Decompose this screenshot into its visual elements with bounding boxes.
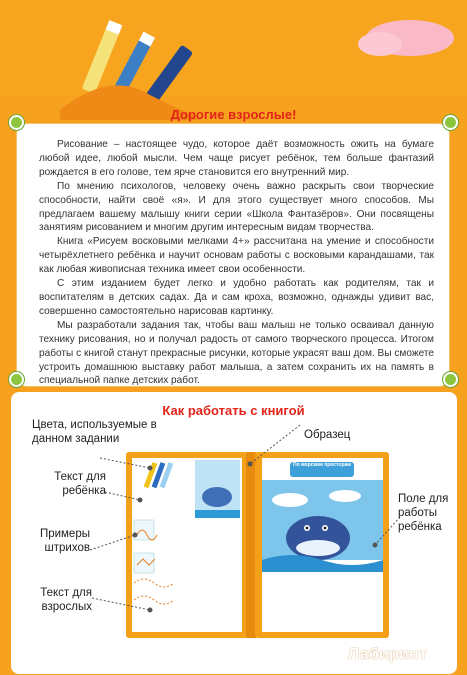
paragraph: Мы разработали задания так, чтобы ваш малыш не только осваивал данную технику рисования, но и получал радость от самого творческого процесса. Итогом работы с книгой станут прекрасные рисунки, которые украсят ваш дом. Вы сможете устроить домашнюю выставку работ малыша, а затем сохранить их на память в специальной папке детских работ. — [39, 319, 434, 387]
crayons-mini-icon — [144, 462, 174, 488]
work-field — [262, 572, 383, 628]
paragraph: С этим изданием будет легко и удобно работать как родителям, так и воспитателям в детских садах. Да и сам кроха, возможно, однажды удивит вас, совершенно самостоятельно нарисовав картинку. — [39, 278, 434, 317]
section-title: Как работать с книгой — [162, 403, 305, 418]
stroke-example-icon — [134, 579, 174, 587]
page-heading: Дорогие взрослые! — [170, 107, 297, 122]
paragraph: Книга «Рисуем восковыми мелками 4+» рассчитана на умение и способности четырёхлетнего ребёнка и научит основам работы с восковыми карандашами, так как любая живописная техника имеет свои особенности. — [39, 236, 434, 276]
sample-title: По морским просторам — [290, 462, 354, 477]
label-strokes: Примеры штрихов — [39, 528, 90, 554]
paragraph: По мнению психологов, человеку очень важно раскрыть свои творческие способности, найти своё «я». И для этого существует много способов. Мы предлагаем вашему малышу книги серии «Школа Фантазёров». Они посвящены занятиям рисованием и многим другим интересным видам творчества. — [39, 180, 434, 234]
label-work-field: Поле для работы ребёнка — [398, 493, 449, 533]
whale-mini-icon — [202, 487, 232, 507]
label-colors: Цвета, используемые в данном задании — [32, 419, 157, 445]
label-adult-text: Текст для взрослых — [40, 587, 92, 613]
labirint-logo: Лабиринт — [348, 646, 427, 663]
label-sample: Образец — [304, 429, 351, 441]
stroke-example-icon — [134, 520, 154, 540]
paragraph: Рисование – настоящее чудо, которое даёт возможность ожить на бумаге любой идее, любой мысли. Чем чаще рисует ребёнок, тем больше фантазий рождается в его голове, тем ярче становится его внутренний мир. — [39, 139, 434, 178]
label-child-text: Текст для ребёнка — [54, 471, 106, 497]
